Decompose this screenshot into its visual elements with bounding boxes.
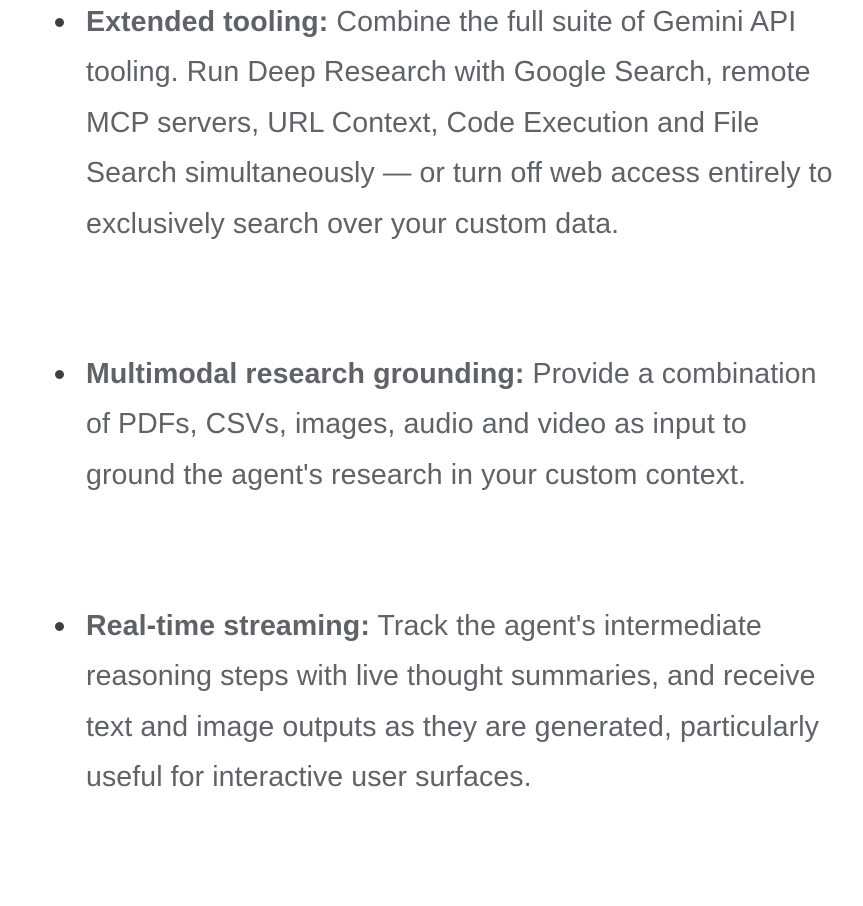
bullet-icon [55,370,64,379]
bullet-icon [55,18,64,27]
bullet-icon [55,622,64,631]
feature-item-real-time-streaming [86,601,834,803]
feature-item-multimodal-grounding [86,349,834,500]
feature-description: Provide a combination of PDFs, CSVs, images, audio and video as input to ground the agent's research in your custom context. [86,358,817,491]
feature-description: Track the agent's intermediate reasoning steps with live thought summaries, and receive text and image outputs as they are generated, particularly useful for interactive user surfaces. [86,610,819,794]
feature-description: Combine the full suite of Gemini API tooling. Run Deep Research with Google Search, remote MCP servers, URL Context, Code Execution and File Search simultaneously — or turn off web access entirely to exclusively search over your custom data. [86,6,833,240]
feature-title: Extended tooling: [86,6,329,38]
feature-item-extended-tooling [86,0,834,249]
feature-title: Real-time streaming: [86,610,370,642]
feature-title: Multimodal research grounding: [86,358,525,390]
